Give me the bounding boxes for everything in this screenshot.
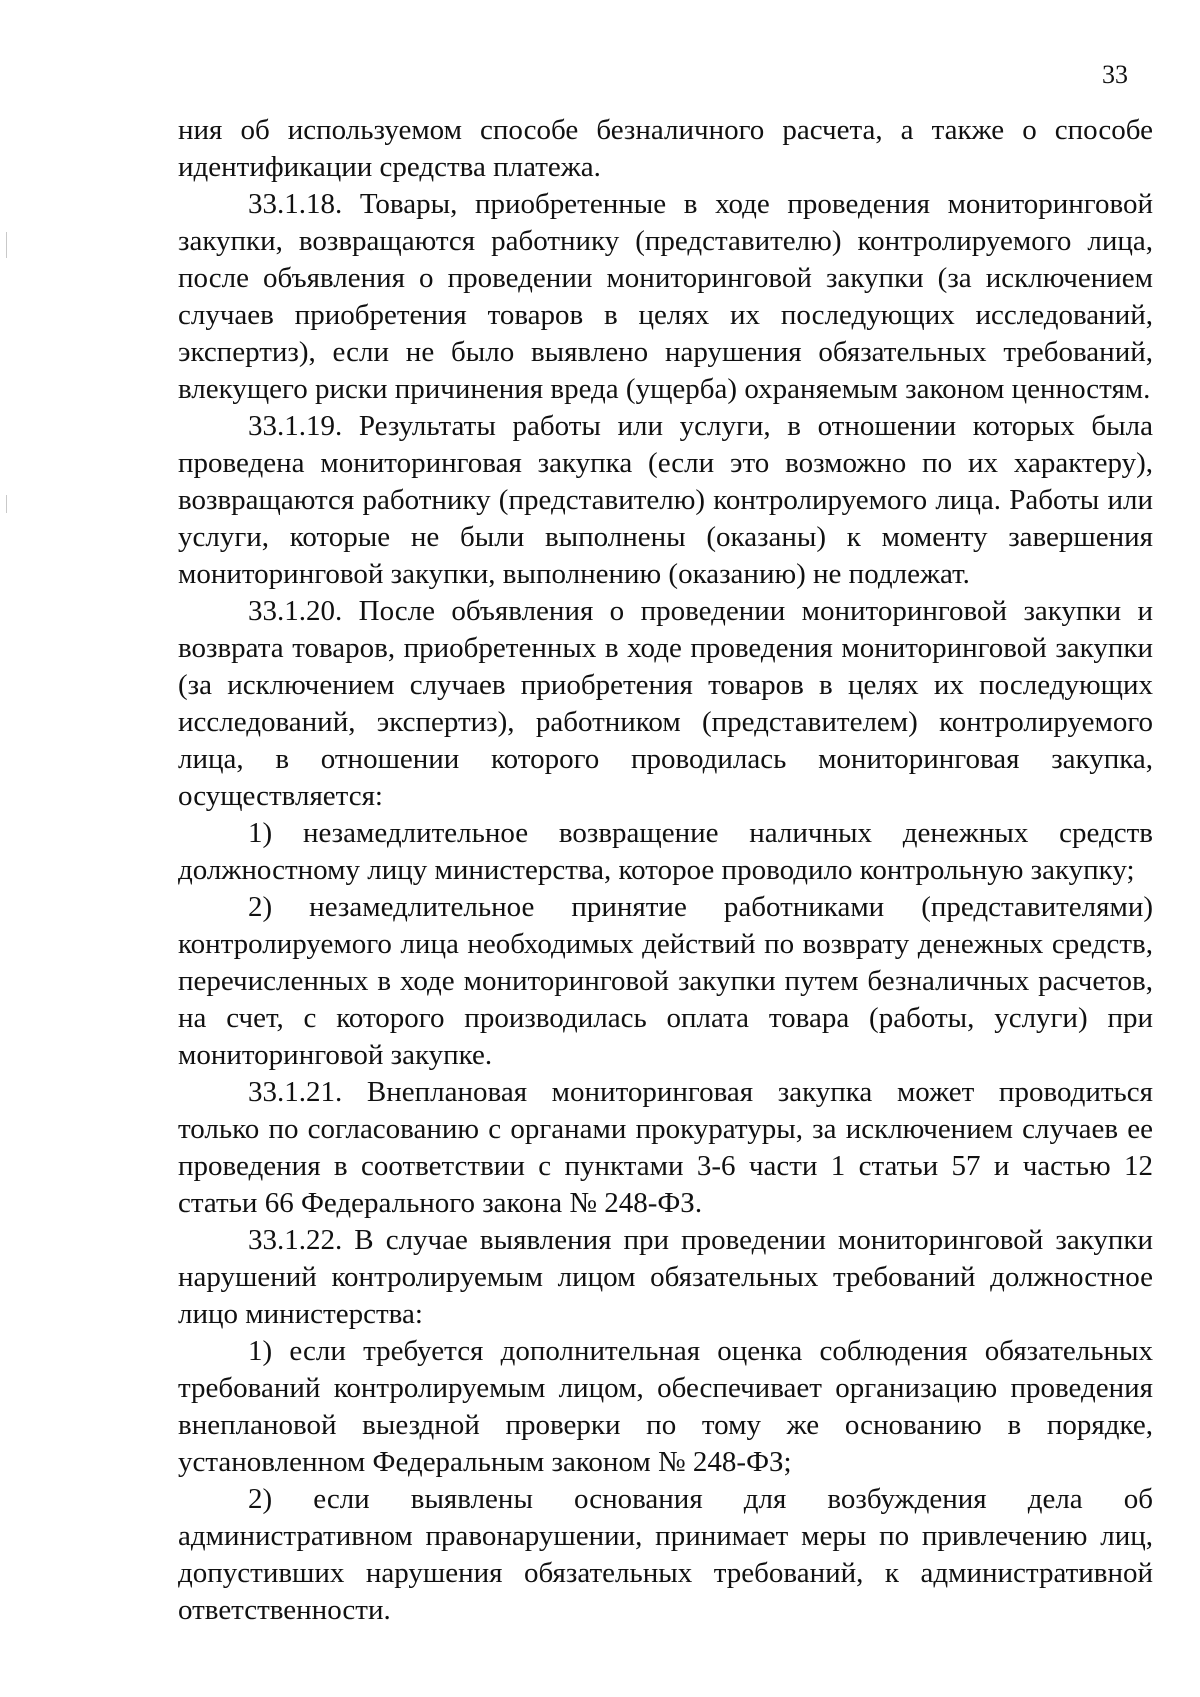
paragraph-33-1-21: 33.1.21. Внеплановая мониторинговая закупка может проводиться только по согласованию с органами прокуратуры, за исключением случаев ее проведения в соответствии с пунктами 3-6 части 1 статьи 57 и частью 12 статьи 66 Федерального закона № 248-ФЗ. xyxy=(178,1076,1153,1219)
list-item-33-1-20-2: 2) незамедлительное принятие работниками (представителями) контролируемого лица необходимых действий по возврату денежных средств, перечисленных в ходе мониторинговой закупки путем безналичных расчетов, на счет, с которого производилась оплата товара (работы, услуги) при мониторинговой закупке. xyxy=(178,891,1153,1071)
paragraph-continuation: ния об используемом способе безналичного расчета, а также о способе идентификации средства платежа. xyxy=(178,114,1153,183)
list-item-33-1-22-1: 1) если требуется дополнительная оценка соблюдения обязательных требований контролируемым лицом, обеспечивает организацию проведения внеплановой выездной проверки по тому же основанию в порядке, установленном Федеральным законом № 248-ФЗ; xyxy=(178,1335,1153,1478)
paragraph-33-1-22: 33.1.22. В случае выявления при проведении мониторинговой закупки нарушений контролируемым лицом обязательных требований должностное лицо министерства: xyxy=(178,1224,1153,1330)
paragraph-33-1-19: 33.1.19. Результаты работы или услуги, в отношении которых была проведена мониторинговая закупка (если это возможно по их характеру), возвращаются работнику (представителю) контролируемого лица. Работы или услуги, которые не были выполнены (оказаны) к моменту завершения мониторинговой закупки, выполнению (оказанию) не подлежат. xyxy=(178,410,1153,590)
list-item-33-1-20-1: 1) незамедлительное возвращение наличных денежных средств должностному лицу министерства, которое проводило контрольную закупку; xyxy=(178,817,1153,886)
scan-margin-mark xyxy=(6,232,7,258)
list-item-33-1-22-2: 2) если выявлены основания для возбуждения дела об административном правонарушении, принимает меры по привлечению лиц, допустивших нарушения обязательных требований, к административной ответственности. xyxy=(178,1483,1153,1626)
scan-margin-mark xyxy=(6,495,7,513)
document-body xyxy=(178,112,1153,1629)
paragraph-33-1-20: 33.1.20. После объявления о проведении мониторинговой закупки и возврата товаров, приобретенных в ходе проведения мониторинговой закупки (за исключением случаев приобретения товаров в целях их последующих исследований, экспертиз), работником (представителем) контролируемого лица, в отношении которого проводилась мониторинговая закупка, осуществляется: xyxy=(178,595,1153,812)
paragraph-33-1-18: 33.1.18. Товары, приобретенные в ходе проведения мониторинговой закупки, возвращаются работнику (представителю) контролируемого лица, после объявления о проведении мониторинговой закупки (за исключением случаев приобретения товаров в целях их последующих исследований, экспертиз), если не было выявлено нарушения обязательных требований, влекущего риски причинения вреда (ущерба) охраняемым законом ценностям. xyxy=(178,188,1153,405)
page-number: 33 xyxy=(1102,60,1128,89)
